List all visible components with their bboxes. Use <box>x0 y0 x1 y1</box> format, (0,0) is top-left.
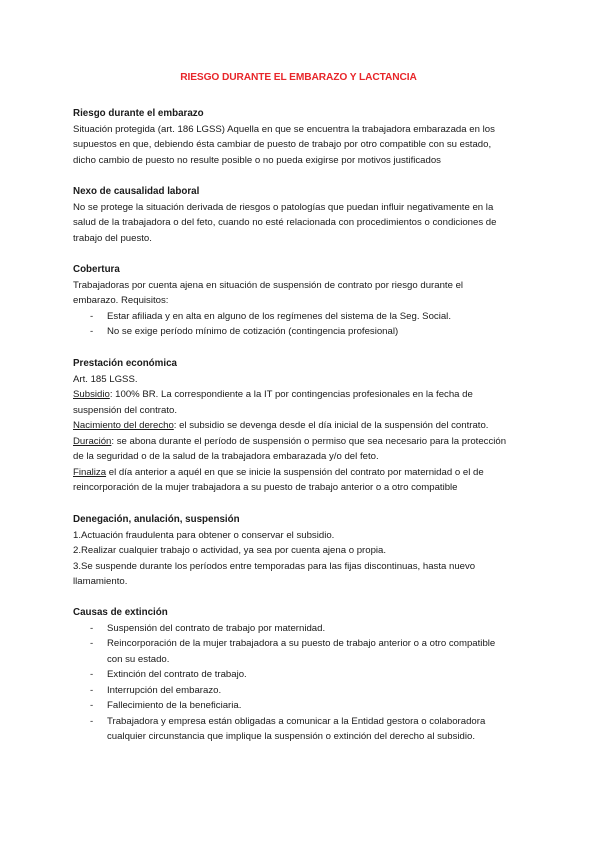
paragraph-line: reincorporación de la mujer trabajadora a su puesto de trabajo anterior o a otro compatible <box>73 482 458 493</box>
paragraph-line: 3.Se suspende durante los períodos entre temporadas para las fijas discontinuas, hasta nuevo <box>73 560 476 572</box>
paragraph-line: salud de la trabajadora o del feto, cuando no esté relacionada con procedimientos o condiciones de <box>73 217 497 228</box>
paragraph-line: Trabajadoras por cuenta ajena en situación de suspensión de contrato por riesgo durante el <box>73 279 464 291</box>
paragraph-line: suspensión del contrato. <box>73 404 177 416</box>
section-heading: Cobertura <box>73 264 120 275</box>
section-cobertura <box>73 262 533 340</box>
paragraph-line: Art. 185 LGSS. <box>73 373 138 385</box>
paragraph-line: 2.Realizar cualquier trabajo o actividad, ya sea por cuenta ajena o propia. <box>73 545 387 556</box>
section-denegacion <box>73 512 533 590</box>
paragraph-line: No se protege la situación derivada de riesgos o patologías que puedan influir negativamente en la <box>73 201 494 213</box>
subsidio-line: Subsidio: 100% BR. La correspondiente a la IT por contingencias profesionales en la fecha de <box>73 389 473 400</box>
section-prestacion <box>73 356 533 496</box>
finaliza-line: Finaliza el día anterior a aquél en que se inicie la suspensión del contrato por maternidad o el de <box>73 466 484 478</box>
section-riesgo <box>73 106 533 168</box>
requisitos-list <box>73 309 533 340</box>
section-heading: Riesgo durante el embarazo <box>73 108 204 119</box>
list-item: - Extinción del contrato de trabajo. <box>90 669 247 680</box>
section-heading: Denegación, anulación, suspensión <box>73 514 240 525</box>
list-item: - No se exige período mínimo de cotización (contingencia profesional) <box>90 326 399 337</box>
list-item: - Suspensión del contrato de trabajo por maternidad. <box>90 622 326 634</box>
paragraph-line: de la seguridad o de la salud de la trabajadora embarazada y/o del feto. <box>73 451 379 462</box>
list-item: - Fallecimiento de la beneficiaria. <box>90 700 242 711</box>
document-title: RIESGO DURANTE EL EMBARAZO Y LACTANCIA <box>180 72 417 83</box>
section-nexo <box>73 184 533 246</box>
list-item: - Estar afiliada y en alta en alguno de los regímenes del sistema de la Seg. Social. <box>90 310 451 322</box>
paragraph-line: supuestos en que, debiendo ésta cambiar de puesto de trabajo por otro compatible con su estado, <box>73 139 492 150</box>
section-heading: Nexo de causalidad laboral <box>73 186 200 197</box>
paragraph-line: trabajo del puesto. <box>73 232 152 244</box>
list-item: - Trabajadora y empresa están obligadas a comunicar a la Entidad gestora o colaboradora cualquier circunstancia que implique la suspensión o extinción del derecho al subsidio. <box>90 715 486 742</box>
section-extincion <box>73 605 533 745</box>
extincion-list <box>73 621 533 745</box>
paragraph-line: llamamiento. <box>73 576 128 587</box>
paragraph-line: embarazo. Requisitos: <box>73 295 169 306</box>
paragraph-line: dicho cambio de puesto no resulte posible o no pueda exigirse por motivos justificados <box>73 154 441 166</box>
duracion-line: Duración: se abona durante el período de suspensión o permiso que sea necesario para la protección <box>73 435 507 447</box>
section-heading: Prestación económica <box>73 358 177 369</box>
list-item: - Interrupción del embarazo. <box>90 684 222 696</box>
section-heading: Causas de extinción <box>73 607 168 618</box>
paragraph-line: Situación protegida (art. 186 LGSS) Aquella en que se encuentra la trabajadora embarazada en los <box>73 123 495 135</box>
nacimiento-line: Nacimiento del derecho: el subsidio se devenga desde el día inicial de la suspensión del contrato. <box>73 420 489 431</box>
list-item: - Reincorporación de la mujer trabajadora a su puesto de trabajo anterior o a otro compatible con su estado. <box>90 638 496 665</box>
paragraph-line: 1.Actuación fraudulenta para obtener o conservar el subsidio. <box>73 529 335 541</box>
